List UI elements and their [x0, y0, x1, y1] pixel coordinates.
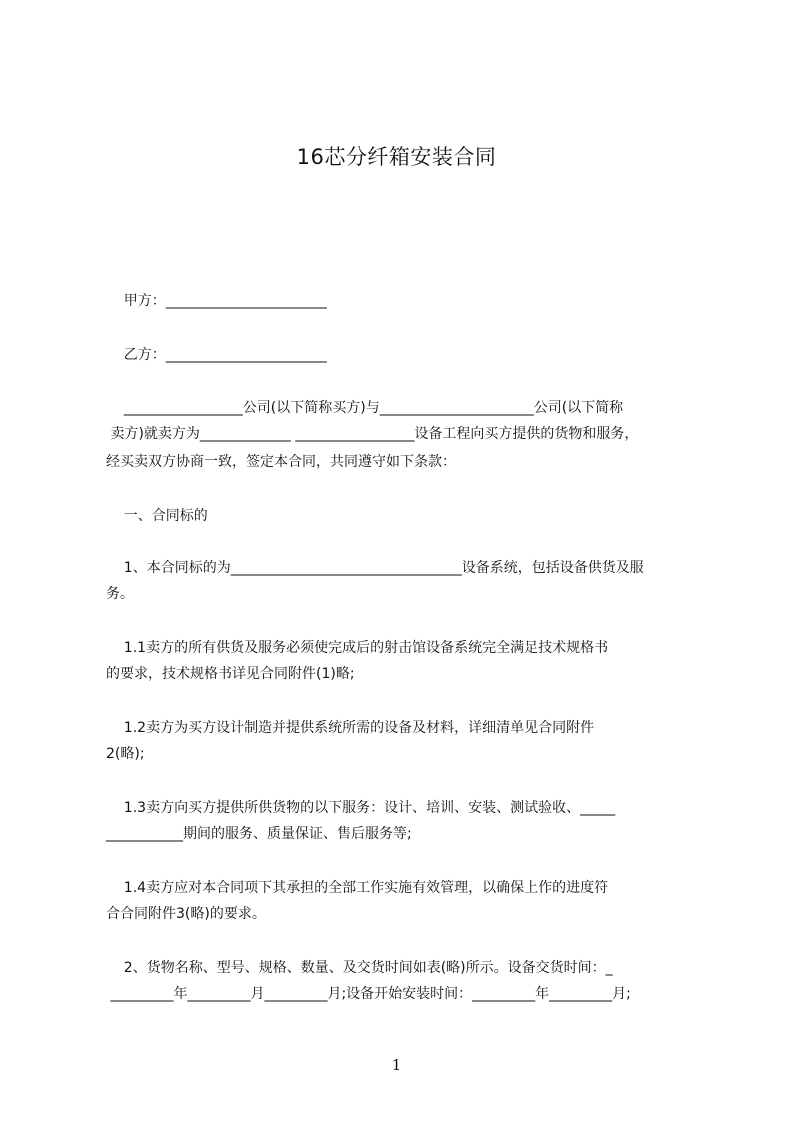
paragraph-line: _________________公司(以下简称买方)与______________________公司(以下简称: [106, 400, 624, 416]
paragraph-line: 卖方)就卖方为_____________ _________________设备工程向买方提供的货物和服务，: [106, 426, 639, 442]
paragraph-line: ___________期间的服务、质量保证、售后服务等;: [106, 826, 412, 842]
paragraph-line: 1.4卖方应对本合同项下其承担的全部工作实施有效管理，以确保上作的进度符: [106, 880, 609, 896]
paragraph-line: 合合同附件3(略)的要求。: [106, 906, 266, 922]
page-number: 1: [391, 1056, 402, 1074]
section-heading: 一、合同标的: [106, 508, 208, 524]
document-title: 16芯分纤箱安装合同: [296, 145, 497, 169]
party-a-line: 甲方：_______________________: [106, 293, 327, 309]
paragraph-line: 务。: [106, 586, 134, 602]
paragraph-line: 1.1卖方的所有供货及服务必须使完成后的射击馆设备系统完全满足技术规格书: [106, 640, 609, 656]
paragraph-line: 1、本合同标的为_________________________________设备系统，包括设备供货及服: [106, 560, 644, 576]
paragraph-line: 1.3卖方向买方提供所供货物的以下服务：设计、培训、安装、测试验收、_____: [106, 800, 616, 816]
paragraph-line: 的要求，技术规格书详见合同附件(1)略;: [106, 666, 355, 682]
paragraph-line: _________年_________月_________月;设备开始安装时间：_________年_________月;: [106, 986, 631, 1002]
party-b-line: 乙方：_______________________: [106, 347, 327, 363]
paragraph-line: 1.2卖方为买方设计制造并提供系统所需的设备及材料，详细清单见合同附件: [106, 720, 595, 736]
paragraph-line: 2(略);: [106, 746, 145, 762]
paragraph-line: 2、货物名称、型号、规格、数量、及交货时间如表(略)所示。设备交货时间：_: [106, 960, 613, 976]
paragraph-line: 经买卖双方协商一致，签定本合同，共同遵守如下条款：: [106, 454, 456, 470]
